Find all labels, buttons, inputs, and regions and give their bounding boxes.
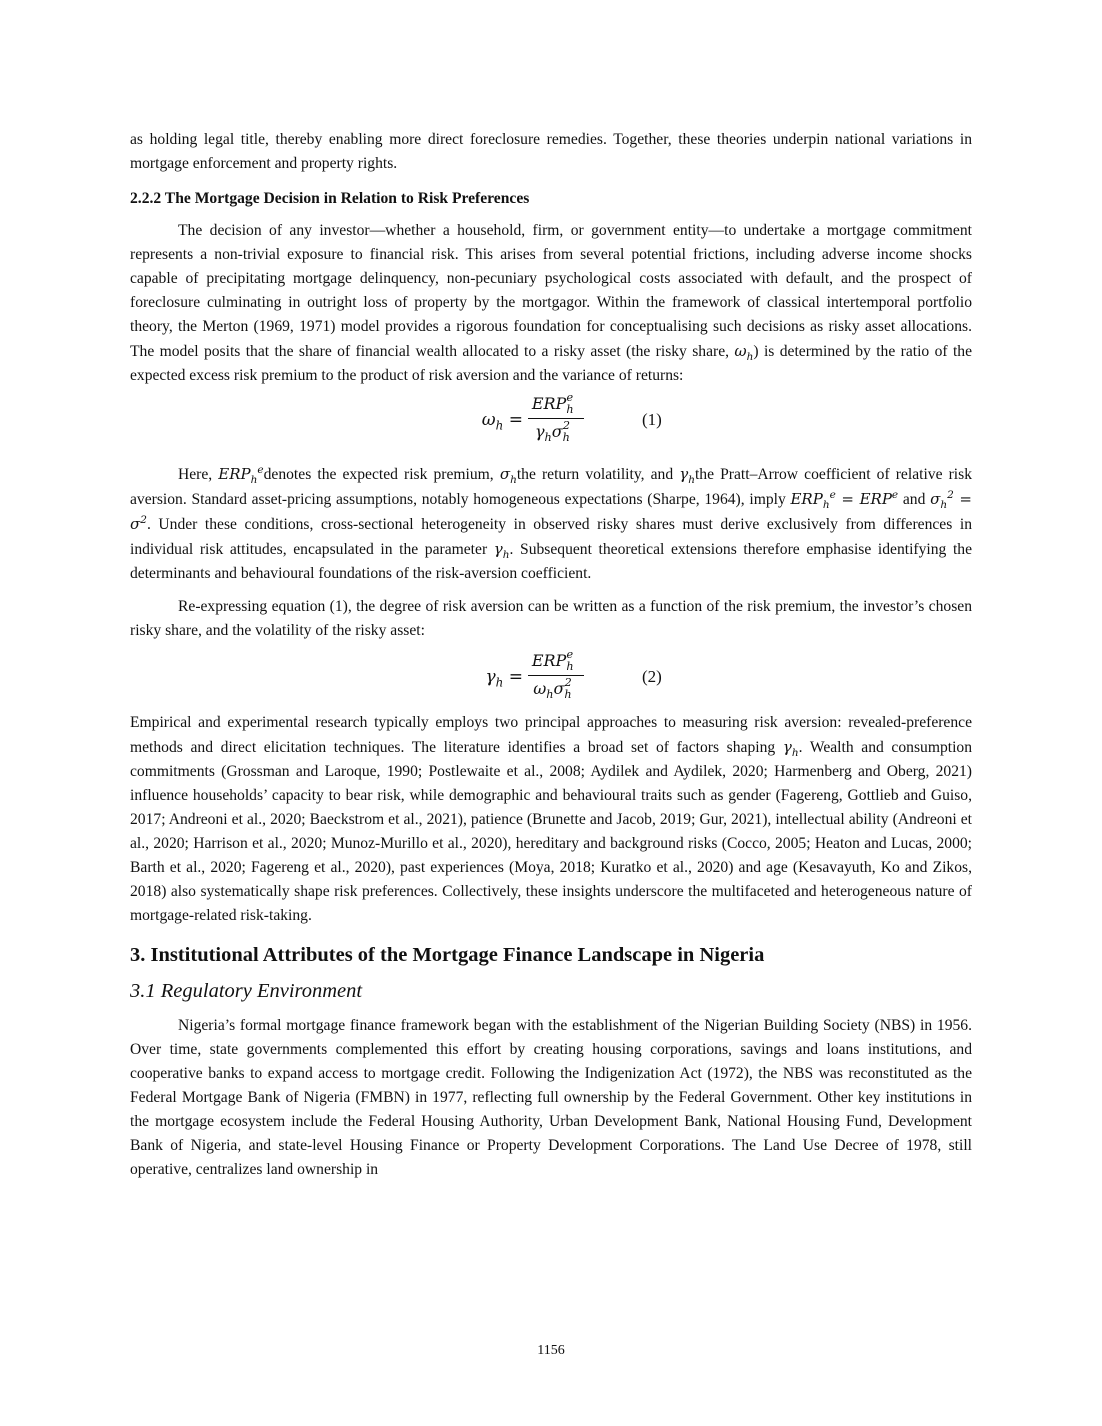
section-3-heading: 3. Institutional Attributes of the Mortgage Finance Landscape in Nigeria [130,944,765,966]
gamma-h-symbol: $\gamma_h$ [493,540,510,561]
paragraph-text: ) is determined by the ratio of the expected excess risk premium to the product of risk aversion and the variance of returns: [130,343,972,384]
paragraph-text: . Subsequent theoretical extensions therefore emphasise identifying the determinants and behavioural foundations of the risk-aversion coefficient. [130,541,972,582]
equation-1-fraction [528,392,584,445]
equation-2 [130,649,972,711]
paragraph-text: . Under these conditions, cross-sectional heterogeneity in observed risky shares must derive exclusively from differences in individual risk attitudes, encapsulated in the parameter [130,516,972,558]
equation-1-numerator: $ERP_h^e$ [528,392,584,419]
paragraph-text: Empirical and experimental research typically employs two principal approaches to measuring risk aversion: revealed-preference methods and direct elicitation techniques. The literature identifies a broad set of factors shaping [130,714,972,756]
sigma-equality: $\sigma_h^2 = \sigma^2$ [130,489,972,533]
page-number: 1156 [537,1343,565,1358]
gamma-h-symbol: $\gamma_h$ [782,738,799,759]
gamma-h-symbol: $\gamma_h$ [679,465,695,486]
paragraph-regulatory: Nigeria’s formal mortgage finance framework began with the establishment of the Nigerian Building Society (NBS) in 1956. Over time, state governments complemented this effort by creating housing corporations, savings and loans institutions, and cooperative banks to expand access to mortgage credit. Following the Indigenization Act (1972), the NBS was reconstituted as the Federal Mortgage Bank of Nigeria (FMBN) in 1977, reflecting full ownership by the Federal Government. Other key institutions in the mortgage ecosystem include the Federal Housing Authority, Urban Development Bank, National Housing Fund, Development Bank of Nigeria, and state-level Housing Finance or Property Development Corporations. The Land Use Decree of 1978, still operative, centralizes land ownership in [130,1017,972,1178]
paragraph-reexpress: Re-expressing equation (1), the degree of risk aversion can be written as a function of the risk premium, the investor’s chosen risky share, and the volatility of the risky asset: [130,598,972,639]
equation-1-lhs: $\omega_h$ = [481,410,523,433]
paragraph-text: denotes the expected risk premium, [263,466,500,483]
equation-2-lhs: $\gamma_h$ = [485,667,523,690]
sigma-h-symbol: $\sigma_h$ [499,465,517,486]
paragraph-text: . Wealth and consumption commitments (Grossman and Laroque, 1990; Postlewaite et al., 2008; Aydilek and Aydilek, 2020; Harmenberg and Oberg, 2021) influence households’ capacity to bear risk, while demographic and behavioural traits such as gender (Fagereng, Gottlieb and Guiso, 2017; Andreoni et al., 2020; Baeckstrom et al., 2021), patience (Brunette and Jacob, 2019; Gur, 2021), intellectual ability (Andreoni et al., 2020; Harrison et al., 2020; Munoz-Murillo et al., 2020), hereditary and background risks (Cocco, 2005; Heaton and Lucas, 2000; Barth et al., 2020; Fagereng et al., 2020), past experiences (Moya, 2018; Kuratko et al., 2020) and age (Kesavayuth, Ko and Zikos, 2018) also systematically shape risk preferences. Collectively, these insights underscore the multifaceted and heterogeneous nature of mortgage-related risk-taking. [130,739,972,924]
paragraph-text: The decision of any investor—whether a household, firm, or government entity—to undertake a mortgage commitment represents a non-trivial exposure to financial risk. This arises from several potential frictions, including adverse income shocks capable of precipitating mortgage delinquency, non-pecuniary psychological costs associated with default, and the prospect of foreclosure culminating in outright loss of property by the mortgagor. Within the framework of classical intertemporal portfolio theory, the Merton (1969, 1971) model provides a rigorous foundation for conceptualising such decisions as risky asset allocations. The model posits that the share of financial wealth allocated to a risky asset (the risky share, [130,222,972,360]
page-body [130,128,972,1182]
paragraph-definitions [130,462,972,586]
equation-1-denominator: $\gamma_h\sigma_h^2$ [534,418,571,445]
paragraph-empirical [130,711,972,928]
section-2-2-2-heading: 2.2.2 The Mortgage Decision in Relation to Risk Preferences [130,190,530,207]
section-3-1-heading: 3.1 Regulatory Environment [130,980,363,1002]
equation-2-numerator: $ERP_h^e$ [528,649,584,676]
equation-2-number: (2) [642,667,662,686]
equation-1 [130,392,972,454]
paragraph-text: the Pratt–Arrow coefficient of relative risk aversion. Standard asset-pricing assumptions, notably homogeneous expectations (Sharpe, 1964), imply [130,466,972,508]
paragraph-merton [130,219,972,388]
paragraph-text: Here, [178,466,219,483]
equation-1-number: (1) [642,410,662,429]
erp-symbol: $ERP_h^e$ [218,464,264,486]
paragraph-text: the return volatility, and [516,466,680,483]
erp-equality: $ERP_h^e = ERP^e$ [790,489,899,511]
paragraph-text: and [902,491,931,508]
intro-paragraph: as holding legal title, thereby enabling more direct foreclosure remedies. Together, these theories underpin national variations in mortgage enforcement and property rights. [130,131,972,172]
omega-h-symbol: $\omega_h$ [734,342,754,363]
equation-2-fraction [528,649,584,702]
equation-2-denominator: $\omega_h\sigma_h^2$ [533,675,572,702]
